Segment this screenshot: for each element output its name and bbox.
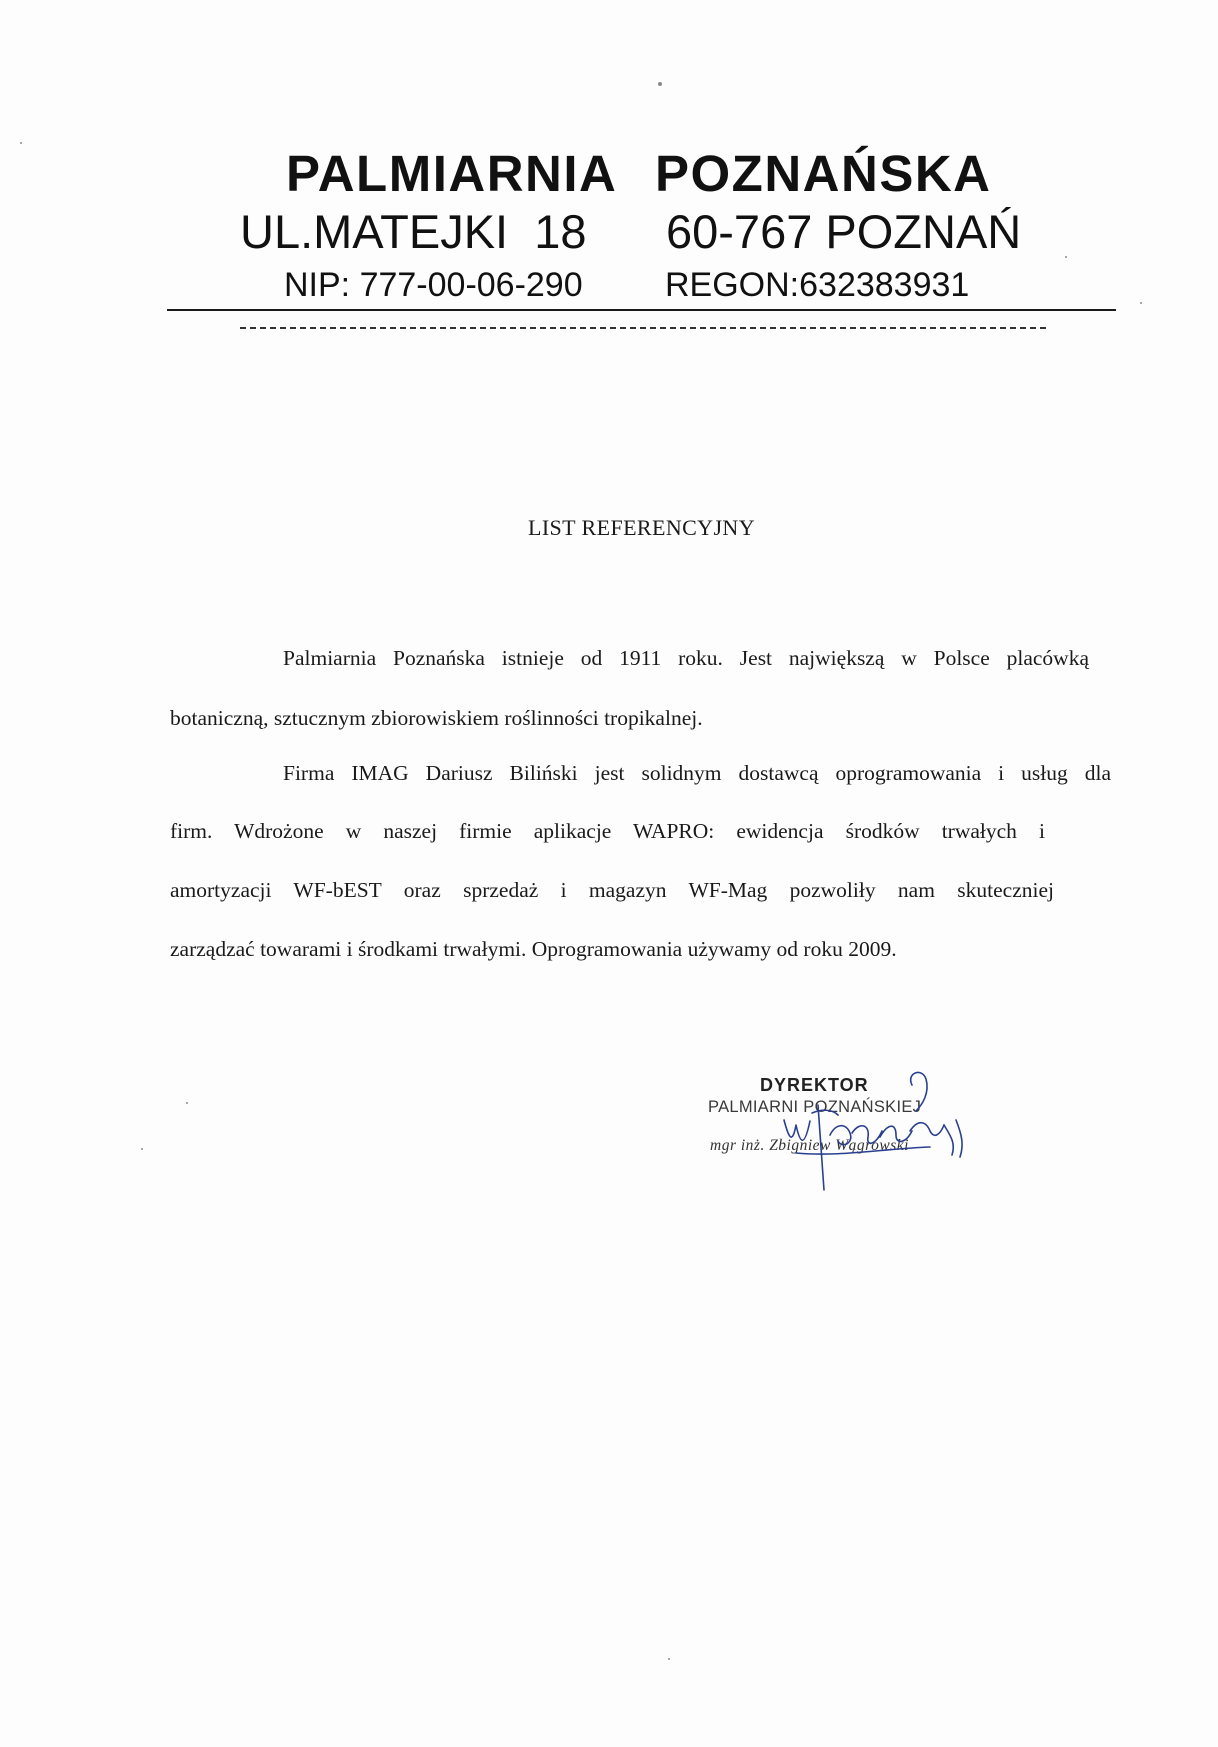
paragraph2-line2: firm. Wdrożone w naszej firmie aplikacje WAPRO: ewidencja środków trwałych i <box>170 819 1045 843</box>
stamp-person-name: mgr inż. Zbigniew Wągrowski <box>710 1137 909 1154</box>
letterhead-dashed-divider <box>240 327 1046 329</box>
letterhead-city: 60-767 POZNAŃ <box>666 205 1022 258</box>
scan-speck <box>658 82 662 86</box>
document-title: LIST REFERENCYJNY <box>527 515 756 540</box>
scan-speck <box>20 142 22 144</box>
letterhead-nip: NIP: 777-00-06-290 <box>284 266 583 304</box>
paragraph1-line1: Palmiarnia Poznańska istnieje od 1911 roku. Jest największą w Polsce placówką <box>283 646 1089 670</box>
stamp-title: DYREKTOR <box>760 1075 869 1095</box>
letterhead-divider <box>167 309 1116 311</box>
letterhead-regon: REGON:632383931 <box>665 266 970 304</box>
scan-speck <box>141 1148 143 1150</box>
letterhead-street: UL.MATEJKI 18 <box>240 205 587 258</box>
scan-speck <box>1065 256 1067 258</box>
paragraph2-line4: zarządzać towarami i środkami trwałymi. Oprogramowania używamy od roku 2009. <box>170 937 897 961</box>
scan-speck <box>186 1102 188 1104</box>
stamp-organization: PALMIARNI POZNAŃSKIEJ <box>708 1098 922 1116</box>
paragraph2-line3: amortyzacji WF-bEST oraz sprzedaż i magazyn WF-Mag pozwoliły nam skuteczniej <box>170 878 1054 902</box>
scan-speck <box>1140 302 1142 304</box>
paragraph2-line1: Firma IMAG Dariusz Biliński jest solidnym dostawcą oprogramowania i usług dla <box>283 761 1111 785</box>
handwritten-signature <box>700 1065 980 1195</box>
paragraph1-line2: botaniczną, sztucznym zbiorowiskiem roślinności tropikalnej. <box>170 706 703 730</box>
scan-speck <box>668 1658 670 1660</box>
letterhead-name-part1: PALMIARNIA <box>286 145 618 202</box>
letterhead-name-part2: POZNAŃSKA <box>655 145 992 202</box>
